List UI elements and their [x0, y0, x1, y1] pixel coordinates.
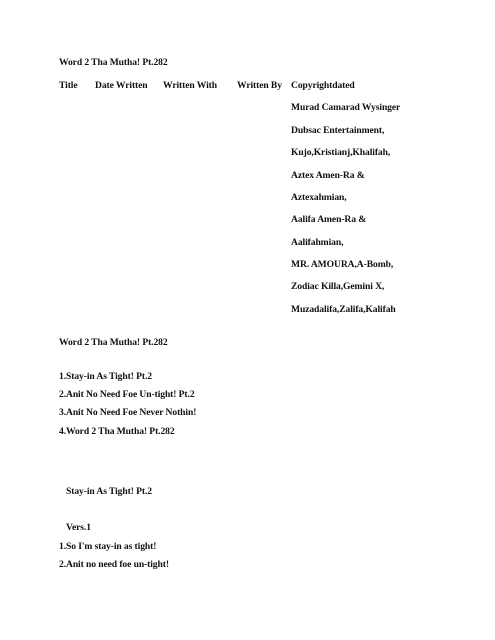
track-item: 3.Anit No Need Foe Never Nothin!: [59, 407, 197, 418]
section-title: Word 2 Tha Mutha! Pt.282: [59, 337, 168, 348]
song-title: Stay-in As Tight! Pt.2: [66, 486, 152, 497]
header-title: Title: [59, 80, 78, 91]
header-written-with: Written With: [163, 80, 217, 91]
header-written-by: Written By: [237, 80, 282, 91]
lyric-line: 1.So I'm stay-in as tight!: [59, 541, 157, 552]
credit-line: Kujo,Kristianj,Khalifah,: [291, 147, 391, 158]
credit-line: Aalifa Amen-Ra &: [291, 214, 367, 225]
credit-line: Muzadalifa,Zalifa,Kalifah: [291, 304, 396, 315]
track-item: 2.Anit No Need Foe Un-tight! Pt.2: [59, 389, 195, 400]
track-item: 4.Word 2 Tha Mutha! Pt.282: [59, 426, 175, 437]
credit-line: MR. AMOURA,A-Bomb,: [291, 259, 394, 270]
lyric-line: 2.Anit no need foe un-tight!: [59, 559, 169, 570]
verse-label: Vers.1: [66, 522, 91, 533]
document-title: Word 2 Tha Mutha! Pt.282: [59, 57, 168, 68]
credit-line: Dubsac Entertainment,: [291, 125, 385, 136]
credit-line: Zodiac Killa,Gemini X,: [291, 281, 385, 292]
credit-line: Murad Camarad Wysinger: [291, 102, 401, 113]
credit-line: Aalifahmian,: [291, 237, 344, 248]
credit-line: Aztexahmian,: [291, 192, 347, 203]
credit-line: Aztex Amen-Ra &: [291, 170, 365, 181]
track-item: 1.Stay-in As Tight! Pt.2: [59, 371, 152, 382]
header-date-written: Date Written: [95, 80, 148, 91]
header-copyright: Copyrightdated: [291, 80, 355, 91]
